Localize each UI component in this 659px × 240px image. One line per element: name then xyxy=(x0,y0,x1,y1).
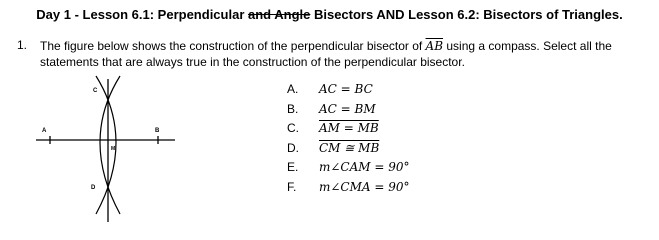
title-struck-text: and Angle xyxy=(248,7,311,22)
point-label-c: C xyxy=(93,88,98,94)
option-letter: D. xyxy=(287,140,299,155)
question-text-before: The figure below shows the construction of the perpendicular bisector of xyxy=(40,39,426,53)
question-text xyxy=(40,38,650,70)
point-label-a: A xyxy=(42,128,47,134)
option-letter: E. xyxy=(287,160,299,174)
option-statement: m∠CAM = 90° xyxy=(319,160,410,174)
compass-arc-from-b xyxy=(100,76,120,214)
point-label-m: M xyxy=(111,146,116,152)
option-statement: AM = MB xyxy=(319,121,379,135)
compass-arc-from-a xyxy=(96,76,116,214)
point-label-d: D xyxy=(91,185,96,191)
point-label-b: B xyxy=(155,128,160,134)
option-statement: CM ≅ MB xyxy=(319,140,380,155)
option-letter: C. xyxy=(287,121,299,135)
page-title xyxy=(0,7,659,22)
option-statement: AC = BC xyxy=(319,82,373,96)
option-letter: A. xyxy=(287,82,299,96)
title-part-2: Bisectors AND Lesson 6.2: Bisectors of Triangles. xyxy=(310,7,623,22)
option-statement: m∠CMA = 90° xyxy=(319,179,410,194)
title-part-1: Day 1 - Lesson 6.1: Perpendicular xyxy=(36,7,248,22)
option-letter: B. xyxy=(287,101,299,116)
question-number: 1. xyxy=(17,38,28,52)
question-text-after: using a compass. Select all the statements that are always true in the construction of the perpendicular bisector. xyxy=(40,39,612,69)
option-statement: AC = BM xyxy=(319,101,376,116)
option-letter: F. xyxy=(287,179,297,194)
segment-ab-label: $\overline{AB}$ xyxy=(425,39,444,53)
construction-figure xyxy=(30,74,180,224)
